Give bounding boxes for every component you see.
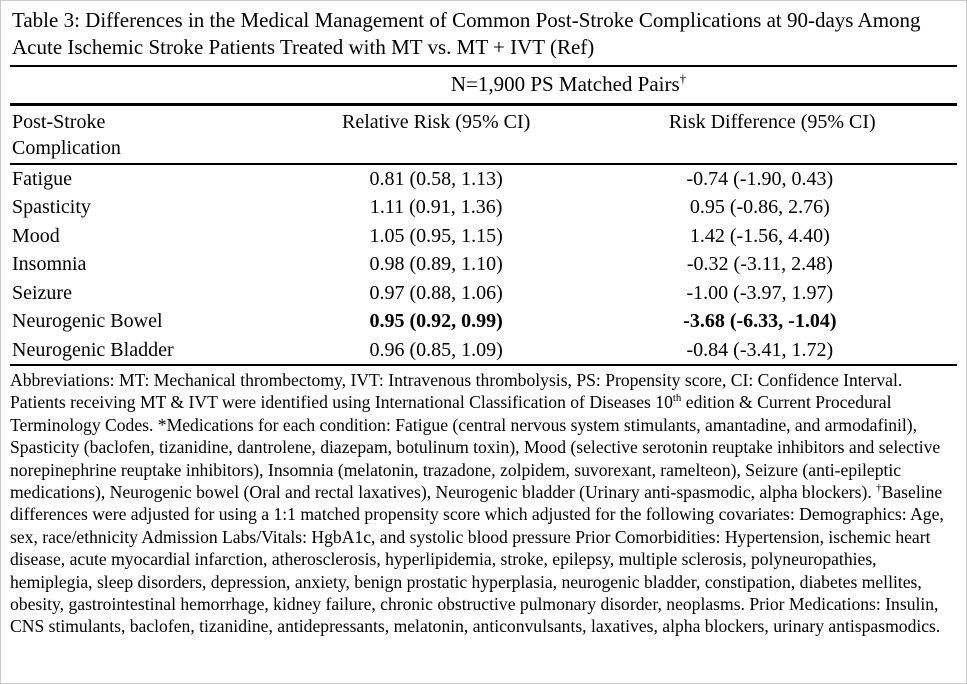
group-header-text: N=1,900 PS Matched Pairs [450,72,680,96]
table-row [10,250,957,279]
column-header-relative-risk: Relative Risk (95% CI) [285,104,588,164]
complication-cell: Insomnia [12,253,87,275]
risk-difference-cell: -1.00 (-3.97, 1.97) [686,281,834,304]
risk-difference-cell: 0.95 (-0.86, 2.76) [689,196,830,218]
complication-cell: Neurogenic Bowel [12,310,163,332]
footnote [10,369,957,638]
footnote-part-2: edition & Current Procedural Terminology Codes. *Medications for each condition: Fatigue (central nervous system stimulants, amantadine, and armodafinil), Spasticity (baclofen, tizanidine, dantrolene, diazepam, botulinum toxin), Mood (selective serotonin reuptake inhibitors and selective norepinephrine reuptake inhibitors), Insomnia (melatonin, trazadone, zolpidem, suvorexant, ramelteon), Seizure (anti-epileptic medications), Neurogenic bowel (Oral and rectal laxatives), Neurogenic bladder (Urinary anti-spasmodic, alpha blockers). [10,392,941,503]
risk-difference-cell: 1.42 (-1.56, 4.40) [689,224,830,247]
table-row [10,307,957,336]
complication-cell: Neurogenic Bladder [10,336,285,366]
risk-difference-cell: -0.32 (-3.11, 2.48) [686,253,833,275]
th-superscript: th [672,392,682,405]
group-header-cell [10,67,957,104]
complication-cell: Fatigue [12,167,72,190]
relative-risk-cell: 0.97 (0.88, 1.06) [369,281,503,304]
complication-cell: Seizure [12,281,72,304]
group-header-row [10,67,957,104]
dagger-superscript-footnote: † [876,482,882,495]
column-header-complication: Post-Stroke Complication [10,104,285,164]
relative-risk-cell: 0.96 (0.85, 1.09) [285,336,588,366]
table-row [10,193,957,222]
table-row [10,336,957,366]
relative-risk-cell: 0.98 (0.89, 1.10) [369,253,503,275]
dagger-superscript: † [679,71,687,86]
table-row [10,222,957,251]
table-row [10,279,957,308]
relative-risk-cell: 1.05 (0.95, 1.15) [369,224,503,247]
risk-difference-cell: -3.68 (-6.33, -1.04) [683,310,837,332]
table-title: Table 3: Differences in the Medical Management of Common Post-Stroke Complications at 90-days Among Acute Ischemic Stroke Patients Treated with MT vs. MT + IVT (Ref) [10,5,957,67]
table-body [10,164,957,366]
risk-difference-cell: -0.84 (-3.41, 1.72) [588,336,957,366]
relative-risk-cell: 0.81 (0.58, 1.13) [369,167,503,190]
column-header-risk-difference: Risk Difference (95% CI) [588,104,957,164]
relative-risk-cell: 1.11 (0.91, 1.36) [369,196,503,218]
study-table [10,67,957,366]
column-header-row [10,104,957,164]
risk-difference-cell: -0.74 (-1.90, 0.43) [686,167,834,190]
footnote-part-3: Baseline differences were adjusted for using a 1:1 matched propensity score which adjusted for the following covariates: Demographics: Age, sex, race/ethnicity Admission Labs/Vitals: HgbA1c, and systolic blood pressure Prior Comorbidities: Hypertension, ischemic heart disease, acute myocardial infarction, atherosclerosis, hyperlipidemia, stroke, epilepsy, multiple sclerosis, polyneuropathies, hemiplegia, sleep disorders, depression, anxiety, benign prostatic hyperplasia, neurogenic bladder, constipation, diabetes mellites, obesity, gastrointestinal hemorrhage, kidney failure, chronic obstructive pulmonary disorder, neoplasms. Prior Medications: Insulin, CNS stimulants, baclofen, tizanidine, antidepressants, melatonin, anticonvulsants, laxatives, alpha blockers, urinary antispasmodics. [10,482,944,637]
complication-cell: Mood [12,224,60,247]
table-row [10,164,957,194]
footnote-part-1: Abbreviations: MT: Mechanical thrombectomy, IVT: Intravenous thrombolysis, PS: Propensity score, CI: Confidence Interval. Patients receiving MT & IVT were identified using International Classification of Diseases 10 [10,370,903,413]
relative-risk-cell: 0.95 (0.92, 0.99) [369,310,503,332]
complication-cell: Spasticity [12,196,91,218]
